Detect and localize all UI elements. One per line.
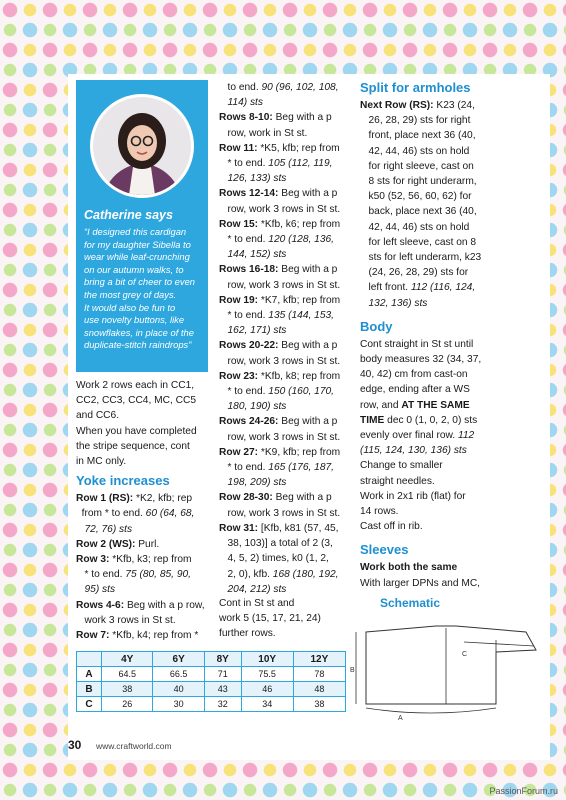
stitch-count: 120 (128, 136, bbox=[268, 234, 334, 246]
stitch-count: 114) sts bbox=[227, 97, 263, 109]
row-text: Beg with a p bbox=[278, 416, 338, 428]
row-text: *K5, kfb; rep from bbox=[257, 142, 340, 154]
text-line: body measures 32 (34, 37, bbox=[360, 354, 482, 366]
emphasis-text: AT THE SAME bbox=[401, 399, 470, 411]
heading-split-armholes: Split for armholes bbox=[360, 80, 471, 95]
row-text: to end. bbox=[227, 82, 262, 93]
row-text: Beg with a p bbox=[278, 264, 338, 276]
table-cell: 26 bbox=[102, 697, 153, 712]
text-line: dec 0 (1, 0, 2, 0) sts bbox=[384, 414, 478, 426]
row-text: for right sleeve, cast on bbox=[368, 160, 474, 172]
row-text: 26, 28, 29) sts for right bbox=[368, 115, 471, 127]
row-text: row, work 3 rows in St st. bbox=[227, 355, 341, 367]
quote-line: bring a bit of cheer to even bbox=[84, 276, 196, 288]
row-text: *K2, kfb; rep bbox=[133, 493, 193, 505]
row-label: Row 1 (RS): bbox=[76, 493, 134, 505]
text-line: edge, ending after a WS bbox=[360, 384, 470, 396]
row-text: sts for left underarm, k23 bbox=[368, 252, 482, 264]
table-row bbox=[77, 667, 346, 682]
row-text: 2, 0), kfb. bbox=[227, 568, 273, 580]
column-1 bbox=[76, 378, 210, 643]
column-2 bbox=[219, 80, 351, 597]
text-line: straight needles. bbox=[360, 475, 435, 487]
row-label: Row 15: bbox=[219, 218, 259, 230]
table-header: 8Y bbox=[204, 652, 241, 667]
text-line: CC2, CC3, CC4, MC, CC5 bbox=[76, 395, 197, 407]
row-text: Beg with a p row, bbox=[124, 599, 205, 611]
row-text: Beg with a p bbox=[278, 340, 338, 352]
stitch-count: 168 (180, 192, bbox=[272, 568, 339, 580]
text-line: work 5 (15, 17, 21, 24) bbox=[219, 613, 321, 625]
row-text: row, work 3 rows in St st. bbox=[227, 203, 341, 215]
quote-line: wear while leaf-crunching bbox=[84, 251, 190, 263]
row-text: [Kfb, k81 (57, 45, bbox=[258, 522, 339, 534]
row-text: work 3 rows in St st. bbox=[84, 614, 176, 626]
schematic-title: Schematic bbox=[380, 596, 441, 610]
quote-line: snowflakes, in place of the bbox=[84, 326, 194, 338]
row-label: Row 11: bbox=[219, 142, 258, 154]
row-text: Beg with a p bbox=[272, 492, 332, 504]
row-text: *Kfb, k4; rep from * bbox=[109, 630, 199, 642]
row-text: Beg with a p bbox=[272, 112, 332, 124]
row-text: front, place next 36 (40, bbox=[368, 130, 476, 142]
table-cell: 43 bbox=[204, 682, 241, 697]
table-cell: 64.5 bbox=[102, 667, 153, 682]
stitch-count: 90 (96, 102, 108, bbox=[261, 82, 339, 93]
row-label: Row 7: bbox=[76, 630, 110, 642]
stitch-count: 135 (144, 153, bbox=[268, 310, 334, 322]
row-text: back, place next 36 (40, bbox=[368, 206, 477, 218]
footer-url[interactable]: www.craftworld.com bbox=[96, 741, 172, 751]
emphasis-text: TIME bbox=[360, 414, 385, 426]
row-text: 38, 103)] a total of 2 (3, bbox=[227, 538, 333, 550]
row-label: Rows 12-14: bbox=[219, 188, 279, 200]
row-text: row, work 3 rows in St st. bbox=[227, 431, 341, 443]
row-text: * to end. bbox=[227, 386, 269, 398]
row-text: * to end. bbox=[227, 462, 269, 474]
stitch-count: 60 (64, 68, bbox=[145, 508, 195, 520]
text-line: When you have completed bbox=[76, 425, 197, 437]
stitch-count: 150 (160, 170, bbox=[268, 386, 334, 398]
row-text: k50 (52, 56, 60, 62) for bbox=[368, 191, 472, 203]
table-header: 10Y bbox=[241, 652, 293, 667]
row-label: Row 3: bbox=[76, 554, 110, 566]
table-cell: 78 bbox=[293, 667, 345, 682]
table-header: 4Y bbox=[102, 652, 153, 667]
stitch-count: 72, 76) sts bbox=[84, 523, 133, 535]
stitch-count: 126, 133) sts bbox=[227, 173, 287, 185]
row-label: Row 28-30: bbox=[219, 492, 273, 504]
row-label: Rows 24-26: bbox=[219, 416, 279, 428]
page-number: 30 bbox=[68, 738, 82, 752]
row-text: Beg with a p bbox=[278, 188, 338, 200]
row-text: *K9, kfb; rep from bbox=[258, 446, 341, 458]
quote-line: “I designed this cardigan bbox=[84, 226, 187, 237]
row-text: left front. bbox=[368, 282, 411, 294]
text-line: Cont straight in St st until bbox=[360, 338, 474, 350]
table-cell: 75.5 bbox=[241, 667, 293, 682]
row-text: K23 (24, bbox=[433, 100, 475, 111]
size-table bbox=[76, 651, 346, 712]
schematic-diagram bbox=[346, 612, 546, 722]
row-label: Row 2 (WS): bbox=[76, 538, 136, 550]
row-text: 8 sts for right underarm, bbox=[368, 176, 477, 188]
text-line: 14 rows. bbox=[360, 506, 399, 518]
quote-text bbox=[84, 226, 204, 352]
row-text: Purl. bbox=[135, 538, 160, 550]
row-text: for left sleeve, cast on 8 bbox=[368, 236, 477, 248]
row-text: from * to end. bbox=[81, 508, 146, 520]
text-line: 40, 42) cm from cast-on bbox=[360, 369, 468, 381]
stitch-count: 162, 171) sts bbox=[227, 325, 287, 337]
text-line: further rows. bbox=[219, 628, 276, 640]
stitch-count: 180, 190) sts bbox=[227, 401, 287, 413]
row-text: *Kfb, k8; rep from bbox=[258, 370, 341, 382]
table-cell: 38 bbox=[293, 697, 345, 712]
table-row-label: A bbox=[77, 667, 102, 682]
column-3 bbox=[360, 78, 546, 591]
text-line: Work 2 rows each in CC1, bbox=[76, 380, 195, 391]
text-line: Cont in St st and bbox=[219, 598, 295, 609]
table-cell: 30 bbox=[153, 697, 204, 712]
heading-sleeves: Sleeves bbox=[360, 542, 409, 558]
quote-line: on our autumn walks, to bbox=[84, 263, 184, 275]
text-line: Change to smaller bbox=[360, 460, 443, 472]
stitch-count: 165 (176, 187, bbox=[268, 462, 334, 474]
quote-line: It would also be fun to bbox=[84, 301, 176, 313]
table-row-label: B bbox=[77, 682, 102, 697]
text-line: Work in 2x1 rib (flat) for bbox=[360, 490, 466, 502]
row-text: 42, 44, 46) sts on hold bbox=[368, 145, 470, 157]
stitch-count: 198, 209) sts bbox=[227, 477, 287, 489]
stitch-count: 75 (80, 85, 90, bbox=[125, 569, 191, 581]
row-text: *K7, kfb; rep from bbox=[258, 294, 341, 306]
quote-line: for my daughter Sibella to bbox=[84, 238, 191, 250]
designer-photo bbox=[90, 94, 194, 198]
table-cell: 48 bbox=[293, 682, 345, 697]
watermark: PassionForum.ru bbox=[489, 786, 558, 796]
row-label: Row 27: bbox=[219, 446, 259, 458]
quote-box bbox=[76, 80, 208, 372]
table-cell: 38 bbox=[102, 682, 153, 697]
row-label: Rows 4-6: bbox=[76, 599, 125, 611]
text-line: and CC6. bbox=[76, 410, 120, 422]
row-text: 4, 5, 2) times, k0 (1, 2, bbox=[227, 553, 329, 565]
table-header bbox=[77, 652, 102, 667]
row-label: Next Row (RS): bbox=[360, 100, 434, 111]
row-text: *Kfb, k6; rep from bbox=[258, 218, 341, 230]
stitch-count: 105 (112, 119, bbox=[268, 158, 333, 170]
heading-yoke-increases: Yoke increases bbox=[76, 473, 170, 489]
row-label: Row 31: bbox=[219, 522, 259, 534]
text-line: Cast off in rib. bbox=[360, 521, 423, 533]
quote-author: Catherine says bbox=[84, 208, 173, 222]
row-text: row, work 3 rows in St st. bbox=[227, 507, 341, 519]
table-row-label: C bbox=[77, 697, 102, 712]
heading-body: Body bbox=[360, 318, 393, 334]
row-label: Rows 8-10: bbox=[219, 112, 273, 124]
stitch-count: 204, 212) sts bbox=[227, 583, 287, 595]
table-cell: 71 bbox=[204, 667, 241, 682]
row-text: * to end. bbox=[227, 234, 269, 246]
table-row bbox=[77, 682, 346, 697]
schematic-label-b: B bbox=[350, 667, 355, 674]
row-text: row, work in St st. bbox=[227, 127, 308, 139]
stitch-count: 112 bbox=[457, 430, 475, 442]
row-text: * to end. bbox=[84, 569, 126, 581]
stitch-count: (115, 124, 130, 136) sts bbox=[360, 445, 467, 457]
schematic-label-c: C bbox=[462, 651, 468, 658]
quote-line: the most grey of days. bbox=[84, 288, 177, 300]
row-text: *Kfb, k3; rep from bbox=[109, 554, 192, 566]
text-line: row, and bbox=[360, 399, 402, 411]
text-line: the stripe sequence, cont bbox=[76, 440, 190, 452]
text-line: evenly over final row. bbox=[360, 430, 458, 442]
row-label: Row 19: bbox=[219, 294, 259, 306]
row-text: (24, 26, 28, 29) sts for bbox=[368, 267, 469, 279]
quote-line: use novelty buttons, like bbox=[84, 314, 185, 326]
stitch-count: 95) sts bbox=[84, 584, 116, 596]
table-cell: 34 bbox=[241, 697, 293, 712]
row-label: Rows 16-18: bbox=[219, 264, 279, 276]
table-header: 6Y bbox=[153, 652, 204, 667]
row-label: Rows 20-22: bbox=[219, 340, 279, 352]
row-text: 42, 44, 46) sts on hold bbox=[368, 221, 470, 233]
text-line: With larger DPNs and MC, bbox=[360, 577, 481, 589]
row-text: * to end. bbox=[227, 310, 269, 322]
row-text: * to end. bbox=[227, 158, 269, 170]
stitch-count: 112 (116, 124, bbox=[410, 282, 476, 294]
stitch-count: 132, 136) sts bbox=[368, 297, 428, 309]
table-cell: 40 bbox=[153, 682, 204, 697]
stitch-count: 144, 152) sts bbox=[227, 249, 287, 261]
table-cell: 66.5 bbox=[153, 667, 204, 682]
schematic-label-a: A bbox=[398, 715, 403, 722]
column-2-continued bbox=[219, 596, 351, 642]
text-line: in MC only. bbox=[76, 456, 127, 468]
table-header: 12Y bbox=[293, 652, 345, 667]
table-cell: 32 bbox=[204, 697, 241, 712]
row-label: Row 23: bbox=[219, 370, 259, 382]
emphasis-text: Work both the same bbox=[360, 562, 458, 574]
table-cell: 46 bbox=[241, 682, 293, 697]
row-text: row, work 3 rows in St st. bbox=[227, 279, 341, 291]
table-row bbox=[77, 697, 346, 712]
quote-line: duplicate-stitch raindrops” bbox=[84, 339, 192, 351]
